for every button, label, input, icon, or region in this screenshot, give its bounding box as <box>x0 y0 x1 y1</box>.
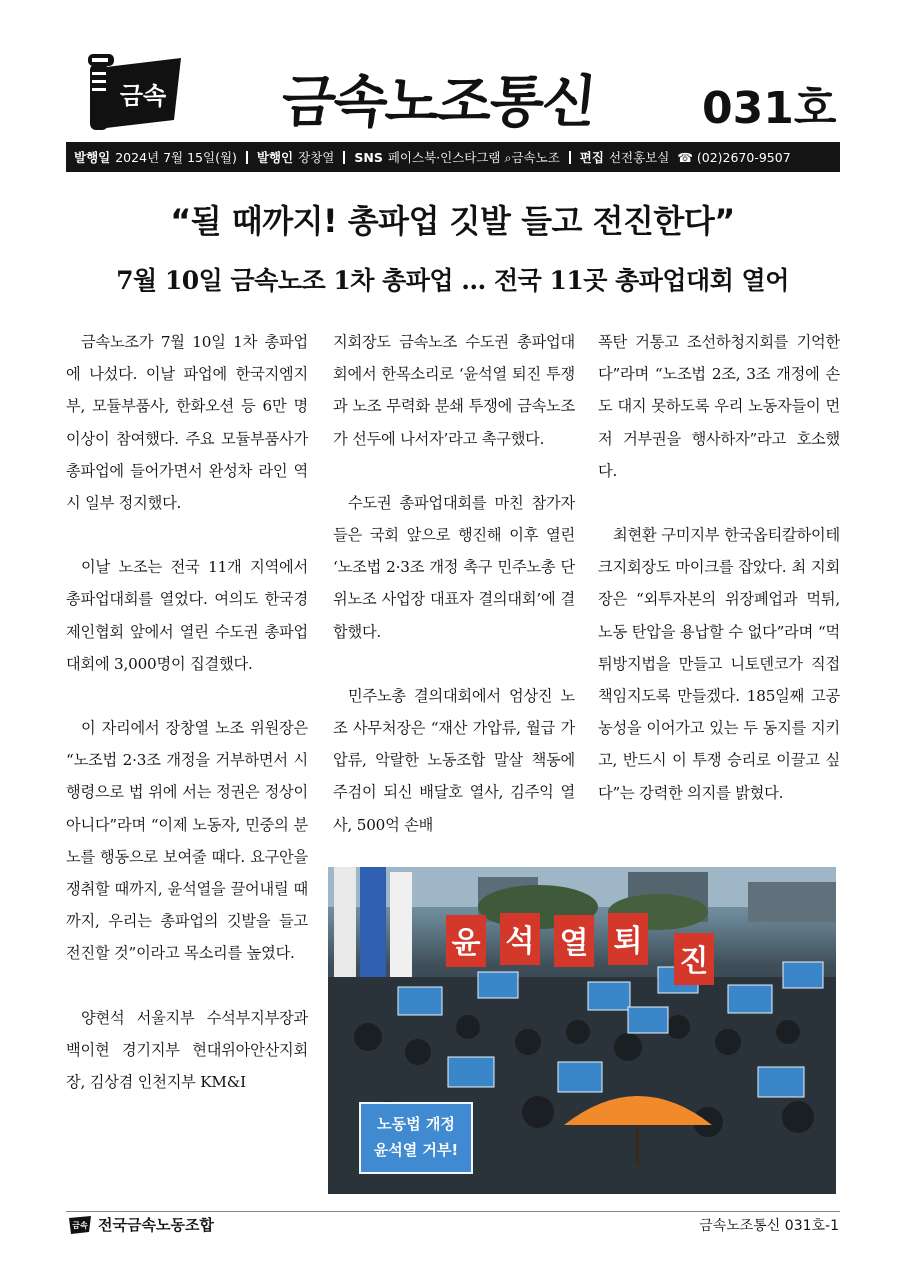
divider <box>246 151 248 164</box>
divider <box>569 151 571 164</box>
rally-photo-illustration <box>328 867 836 1194</box>
publisher-label: 발행인 <box>256 150 294 165</box>
editor-value: 선전홍보실 <box>608 150 670 165</box>
paragraph: 이날 노조는 전국 11개 지역에서 총파업대회를 열었다. 여의도 한국경제인협회 앞에서 열린 수도권 총파업대회에 3,000명이 집결했다. <box>66 558 308 673</box>
protest-sign <box>360 1103 472 1173</box>
article-subheadline: 7월 10일 금속노조 1차 총파업 … 전국 11곳 총파업대회 열어 <box>116 266 789 295</box>
newsletter-title: 금속노조통신 <box>278 70 598 135</box>
paragraph: 이 자리에서 장창열 노조 위원장은 “노조법 2·3조 개정을 거부하면서 시행령으로 법 위에 서는 정권은 정상이 아니다”라며 “이제 노동자, 민중의 분노를 행동으로 보여줄 때다. 요구안을 쟁취할 때까지, 윤석열을 끌어내릴 때까지, 우리는 총파업의 깃발을 들고 전진할 것”이라고 목소리를 높였다. <box>66 719 308 963</box>
article-headline: “될 때까지! 총파업 깃발 들고 전진한다” <box>170 202 735 240</box>
sign-text: 노동법 개정 <box>377 1115 455 1133</box>
article-column-3 <box>598 326 840 841</box>
paragraph: 지회장도 금속노조 수도권 총파업대회에서 한목소리로 ‘윤석열 퇴진 투쟁과 노조 무력화 분쇄 투쟁에 금속노조가 선두에 나서자’라고 촉구했다. <box>333 333 575 448</box>
banner-char: 열 <box>559 926 589 961</box>
date-value: 2024년 7월 15일(월) <box>115 150 237 165</box>
banner-char: 석 <box>505 924 535 959</box>
rally-photo <box>328 867 836 1194</box>
sns-value: 페이스북·인스타그램 ⌕금속노조 <box>387 150 560 165</box>
article-column-1 <box>66 326 308 1130</box>
paragraph: 민주노총 결의대회에서 엄상진 노조 사무처장은 “재산 가압류, 월급 가압류, 악랄한 노동조합 말살 책동에 주검이 되신 배달호 열사, 김주익 열사, 500억 손배 <box>333 686 575 834</box>
publisher-value: 장창열 <box>298 150 335 165</box>
union-fist-logo <box>86 48 186 134</box>
paragraph: 최현환 구미지부 한국옵티칼하이테크지회장도 마이크를 잡았다. 최 지회장은 “외투자본의 위장폐업과 먹튀, 노동 탄압을 용납할 수 없다”라며 “먹튀방지법을 만들고 니토덴코가 직접 책임지도록 만들겠다. 185일째 고공농성을 이어가고 있는 두 동지를 지키고, 반드시 이 투쟁 승리로 이끌고 싶다”는 강력한 의지를 밝혔다. <box>598 526 840 802</box>
footer-rule <box>66 1211 840 1212</box>
sign-text: 윤석열 거부! <box>373 1141 459 1159</box>
publication-info-bar <box>66 142 840 172</box>
paragraph: 금속노조가 7월 10일 1차 총파업에 나섰다. 이날 파업에 한국지엠지부, 모듈부품사, 한화오션 등 6만 명 이상이 참여했다. 주요 모듈부품사가 총파업에 들어가면서 완성차 라인 역시 일부 정지했다. <box>66 333 308 513</box>
editor-label: 편집 <box>579 150 604 165</box>
logo-lettering: 금속 <box>119 82 167 110</box>
footer-logo-lettering: 금속 <box>72 1221 88 1230</box>
sns-label: SNS <box>354 149 383 165</box>
page-number: 금속노조통신 031호-1 <box>699 1218 839 1234</box>
paragraph: 양현석 서울지부 수석부지부장과 백이현 경기지부 현대위아안산지회장, 김상겸 인천지부 KM&I <box>66 1008 308 1092</box>
banner-char: 퇴 <box>613 924 643 959</box>
phone-number: ☎ (02)2670-9507 <box>677 149 791 165</box>
banner-char: 윤 <box>451 926 481 961</box>
paragraph: 수도권 총파업대회를 마친 참가자들은 국회 앞으로 행진해 이후 열린 ‘노조법 2·3조 개정 촉구 민주노총 단위노조 사업장 대표자 결의대회’에 결합했다. <box>333 493 575 641</box>
organization-name: 전국금속노동조합 <box>98 1216 214 1234</box>
paragraph: 폭탄 거통고 조선하청지회를 기억한다”라며 “노조법 2조, 3조 개정에 손도 대지 못하도록 우리 노동자들이 먼저 거부권을 행사하자”라고 호소했다. <box>598 333 840 480</box>
issue-number: 031호 <box>702 83 837 134</box>
date-label: 발행일 <box>74 150 111 165</box>
banner-char: 진 <box>679 944 709 979</box>
union-fist-logo-small <box>66 1213 92 1235</box>
article-column-2 <box>333 326 575 873</box>
divider <box>343 151 345 164</box>
